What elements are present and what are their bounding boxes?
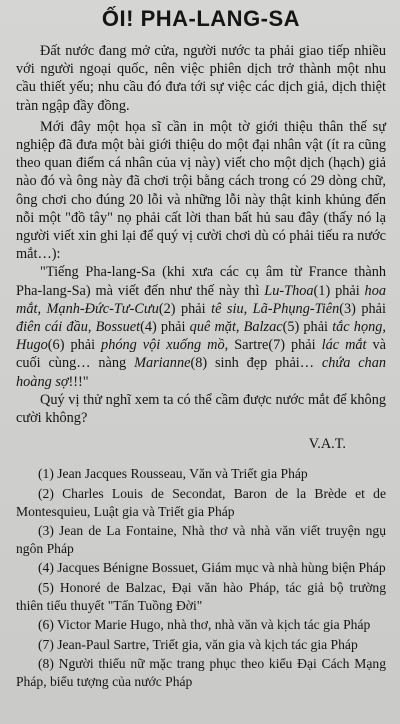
paragraph-intro: Đất nước đang mở cửa, người nước ta phải giao tiếp nhiều với người ngoại quốc, nên việc phiên dịch trở thành một nhu cầu thiết yếu; nhu cầu đó đưa tới sự việc các dịch giả, dịch thiệt tràn ngập đầy đồng.: [16, 43, 386, 114]
quote-intro: "Tiếng Pha-lang-Sa (khi xưa các cụ âm từ France thành Pha-lang-Sa) mà viết đến như thế này thì: [16, 264, 386, 299]
quote-name: Marianne: [134, 355, 191, 372]
footnote: (2) Charles Louis de Secondat, Baron de la Brède et de Montesquieu, Luật gia và Triết gia Pháp: [16, 486, 386, 519]
quote-text: ,: [235, 319, 244, 336]
quote-name: Balzac: [243, 319, 283, 336]
footnote: (5) Honoré de Balzac, Đại văn hào Pháp, tác giả bộ trường thiên tiểu thuyết "Tấn Tuồng Đời": [16, 580, 386, 613]
quote-text: (4) phải: [140, 319, 190, 336]
quote-effect: phóng vội xuống mồ: [101, 337, 225, 354]
quote-text: ,: [243, 300, 253, 317]
quote-name: Hugo: [16, 337, 48, 354]
quote-text: (6) phải: [47, 337, 102, 354]
article-title: ỐI! PHA-LANG-SA: [101, 6, 301, 31]
paragraph-story: Mới đây một họa sĩ cần in một tờ giới thiệu thân thế sự nghiệp đã đưa một bài giới thiệu do một đại nhân vật (ít ra cũng theo quan điểm cá nhân của vị này) viết cho một dịch (hạch) giả nào đó và ông này đã chơi trội bằng cách trong có 29 dòng chữ, ông chơi cho đúng 20 lỗi và những lỗi này thật kinh khủng đến nỗi một "đồ tây" nọ phải cất lời than bất hủ sau đây (thấy nó lạ người viết xin ghi lại để quý vị cười chơi dù có phải tiếu ra nước mắt…):: [16, 118, 386, 263]
quote-effect: hoa mắt: [16, 282, 386, 317]
footnote: (6) Victor Marie Hugo, nhà thơ, nhà văn và kịch tác gia Pháp: [38, 617, 371, 633]
paragraph-quote: [16, 263, 386, 390]
footnote: (3) Jean de La Fontaine, Nhà thơ và nhà văn viết truyện ngụ ngôn Pháp: [16, 523, 386, 556]
quote-text: (1) phải: [313, 282, 365, 299]
quote-name: Lã-Phụng-Tiên: [252, 300, 340, 317]
quote-text: (2) phải: [158, 300, 212, 317]
author-signature: V.A.T.: [308, 436, 346, 453]
quote-text: ,: [87, 319, 96, 336]
quote-text: (3) phải: [339, 300, 386, 317]
quote-effect: chứa chan hoàng sợ: [16, 355, 387, 390]
footnotes: [16, 465, 386, 690]
quote-effect: tắc họng: [332, 319, 383, 336]
quote-text: (8) sinh đẹp phải…: [190, 355, 322, 372]
quote-effect: lác mắt: [321, 337, 367, 354]
quote-effect: điên cái đầu: [16, 319, 88, 336]
quote-text: ,: [37, 300, 47, 317]
quote-name: Lu-Thoa: [264, 282, 314, 299]
footnote: (4) Jacques Bénigne Bossuet, Giám mục và nhà hùng biện Pháp: [38, 560, 386, 576]
quote-text: , Sartre(7) phải: [224, 337, 322, 354]
quote-name: Mạnh-Đức-Tư-Cưu: [46, 300, 159, 317]
quote-text: !!!": [68, 373, 89, 390]
footnote: (7) Jean-Paul Sartre, Triết gia, văn gia và kịch tác gia Pháp: [38, 636, 358, 652]
quote-text: (5) phải: [282, 319, 333, 336]
quote-name: Bossuet: [95, 319, 141, 336]
paragraph-closing: Quý vị thử nghĩ xem ta có thể cầm được nước mắt để không cười không?: [16, 391, 386, 427]
footnote: (1) Jean Jacques Rousseau, Văn và Triết gia Pháp: [38, 466, 308, 482]
quote-text: ,: [382, 319, 386, 336]
quote-effect: quê mặt: [189, 319, 236, 336]
quote-text: và cuối cùng… nàng: [16, 337, 386, 372]
footnote: (8) Người thiếu nữ mặc trang phục theo kiểu Đại Cách Mạng Pháp, biểu tượng của nước Pháp: [16, 656, 386, 689]
quote-effect: tê siu: [211, 300, 244, 317]
